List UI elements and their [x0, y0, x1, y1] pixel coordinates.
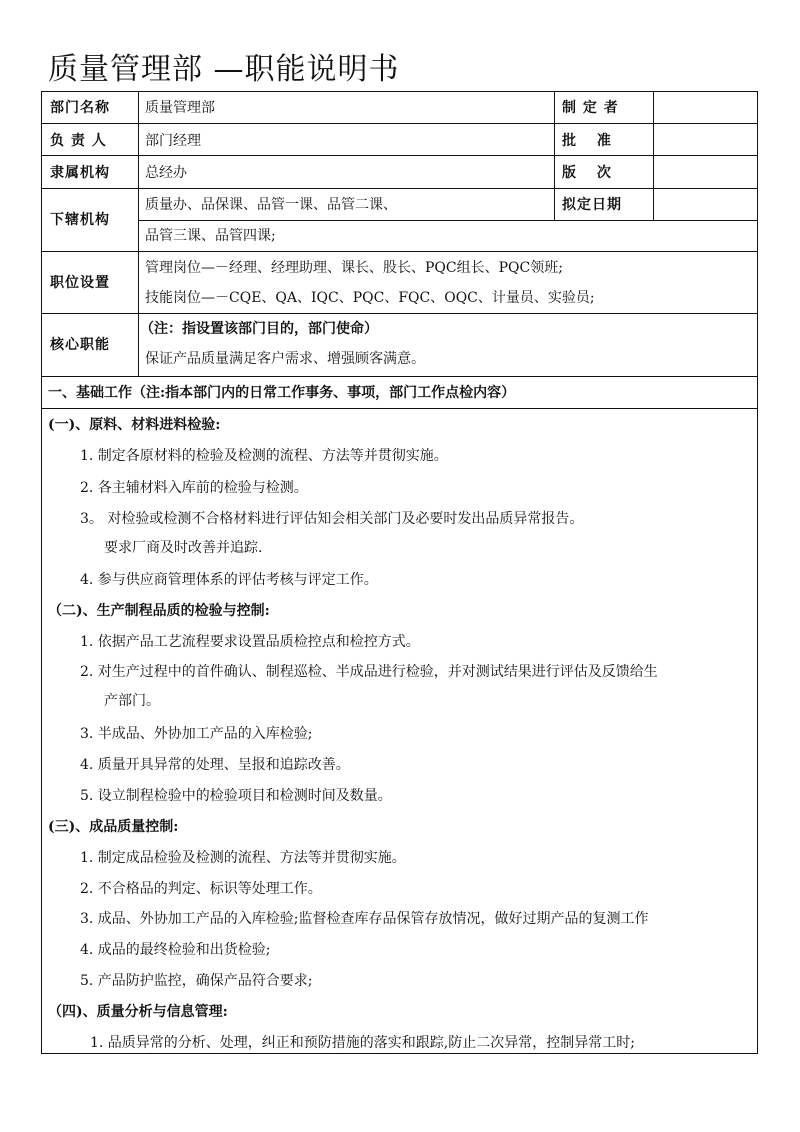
positions-label: 职位设置: [50, 275, 110, 291]
section-heading: 一、基础工作（注:指本部门内的日常工作事务、事项，部门工作点检内容）: [48, 385, 516, 401]
row-divider: [41, 313, 758, 314]
version-label: 版 次: [562, 165, 619, 181]
positions-value-line-2: 技能岗位—－CQE、QA、IQC、PQC、FQC、OQC、计量员、实验员;: [145, 290, 595, 306]
core-function-label: 核心职能: [50, 337, 110, 353]
document-title: 质量管理部 —职能说明书: [48, 52, 400, 87]
column-divider: [653, 91, 654, 220]
list-item: 2. 不合格品的判定、标识等处理工作。: [80, 881, 322, 897]
list-item: 3. 成品、外协加工产品的入库检验;监督检查库存品保管存放情况，做好过期产品的复测工作: [80, 911, 649, 927]
list-item: 产部门。: [104, 693, 160, 709]
responsible-value: 部门经理: [145, 133, 201, 149]
list-item: 5. 设立制程检验中的检验项目和检测时间及数量。: [80, 788, 392, 804]
prepared-by-label: 制 定 者: [562, 100, 619, 116]
list-item: 1. 制定成品检验及检测的流程、方法等并贯彻实施。: [80, 850, 406, 866]
list-item: 1. 制定各原材料的检验及检测的流程、方法等并贯彻实施。: [80, 448, 448, 464]
row-divider: [41, 376, 758, 377]
core-function-note: （注：指设置该部门目的，部门使命）: [140, 321, 378, 337]
list-item: 3. 半成品、外协加工产品的入库检验;: [80, 726, 313, 742]
group-title: (三)、成品质量控制:: [48, 819, 179, 835]
list-item: 4. 参与供应商管理体系的评估考核与评定工作。: [80, 572, 378, 588]
row-divider: [41, 123, 758, 124]
group-title: （四)、质量分析与信息管理:: [48, 1004, 228, 1020]
group-title: (一)、原料、材料进料检验:: [48, 417, 221, 433]
subordinate-value-line-1: 质量办、品保课、品管一课、品管二课、: [145, 197, 397, 213]
row-divider: [138, 220, 758, 221]
approve-label: 批 准: [562, 133, 619, 149]
list-item: 1. 品质异常的分析、处理，纠正和预防措施的落实和跟踪,防止二次异常，控制异常工时;: [90, 1035, 635, 1051]
core-function-value: 保证产品质量满足客户需求、增强顾客满意。: [145, 351, 425, 367]
positions-value-line-1: 管理岗位—－经理、经理助理、课长、股长、PQC组长、PQC领班;: [145, 260, 563, 276]
list-item: 5. 产品防护监控，确保产品符合要求;: [80, 973, 313, 989]
list-item: 1. 依据产品工艺流程要求设置品质检控点和检控方式。: [80, 634, 420, 650]
responsible-label: 负 责 人: [50, 133, 107, 149]
group-title: （二)、生产制程品质的检验与控制:: [48, 603, 270, 619]
list-item: 4. 质量开具异常的处理、呈报和追踪改善。: [80, 757, 350, 773]
list-item: 4. 成品的最终检验和出货检验;: [80, 942, 271, 958]
subordinate-label: 下辖机构: [50, 212, 110, 228]
dept-name-label: 部门名称: [50, 100, 110, 116]
dept-name-value: 质量管理部: [145, 100, 215, 116]
column-divider: [138, 91, 139, 376]
list-item: 2. 各主辅材料入库前的检验与检测。: [80, 480, 308, 496]
row-divider: [41, 188, 758, 189]
affiliation-value: 总经办: [145, 165, 187, 181]
list-item: 要求厂商及时改善并追踪.: [104, 540, 263, 556]
list-item: 3。 对检验或检测不合格材料进行评估知会相关部门及必要时发出品质异常报告。: [80, 511, 584, 527]
list-item: 2. 对生产过程中的首件确认、制程巡检、半成品进行检验，并对测试结果进行评估及反馈给生: [80, 664, 658, 680]
row-divider: [41, 251, 758, 252]
column-divider: [554, 91, 555, 220]
draft-date-label: 拟定日期: [562, 197, 622, 213]
affiliation-label: 隶属机构: [50, 165, 110, 181]
row-divider: [41, 155, 758, 156]
row-divider: [41, 408, 758, 409]
subordinate-value-line-2: 品管三课、品管四课;: [145, 228, 276, 244]
